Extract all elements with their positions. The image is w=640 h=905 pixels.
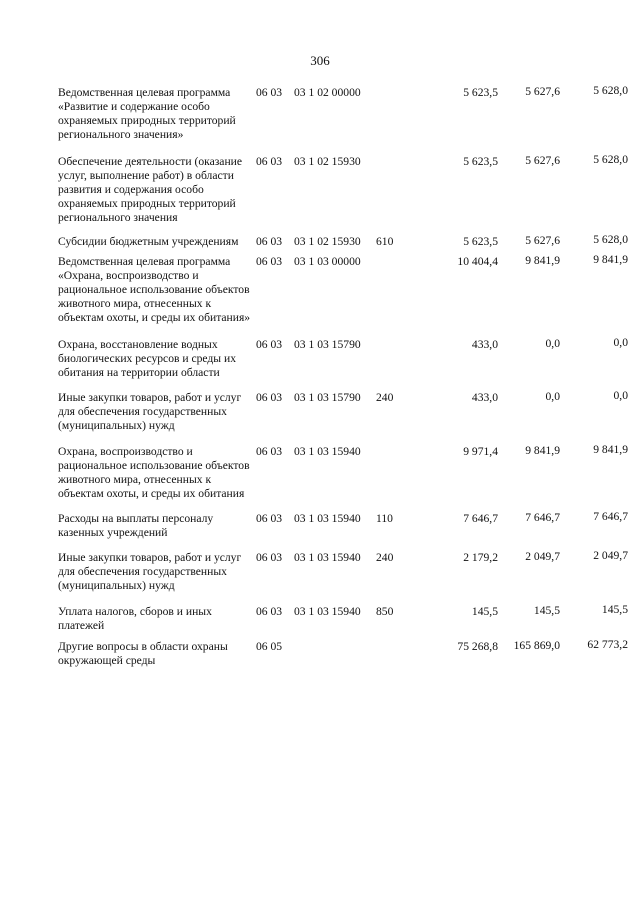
row-value-1: 10 404,4	[457, 255, 498, 268]
row-code: 03 1 03 15940	[294, 512, 361, 525]
row-value-1: 9 971,4	[463, 445, 498, 458]
row-section: 06 03	[256, 445, 283, 458]
row-value-2: 9 841,9	[525, 444, 560, 457]
row-code: 03 1 03 15790	[294, 391, 361, 404]
table-row	[58, 255, 628, 325]
row-value-2: 0,0	[545, 337, 560, 350]
row-section: 06 05	[256, 640, 283, 653]
row-code: 03 1 02 00000	[294, 86, 361, 99]
row-value-2: 5 627,6	[525, 85, 560, 98]
row-value-3: 0,0	[613, 389, 628, 402]
row-name: Охрана, воспроизводство и рациональное использование объектов животного мира, отнесенных к объектам охоты, и среды их обитания	[58, 445, 250, 500]
row-section: 06 03	[256, 338, 283, 351]
row-name: Расходы на выплаты персоналу казенных учреждений	[58, 512, 214, 539]
row-section: 06 03	[256, 155, 283, 168]
row-section: 06 03	[256, 86, 283, 99]
row-section: 06 03	[256, 551, 283, 564]
row-section: 06 03	[256, 605, 283, 618]
row-code: 03 1 03 15790	[294, 338, 361, 351]
row-section: 06 03	[256, 512, 283, 525]
table-row	[58, 86, 628, 142]
row-value-3: 5 628,0	[593, 84, 628, 97]
row-value-2: 2 049,7	[525, 550, 560, 563]
table-row	[58, 391, 628, 433]
row-value-3: 9 841,9	[593, 253, 628, 266]
page-number: 306	[310, 53, 330, 68]
row-value-1: 75 268,8	[457, 640, 498, 653]
row-value-3: 7 646,7	[593, 510, 628, 523]
row-code: 03 1 03 15940	[294, 551, 361, 564]
row-name: Обеспечение деятельности (оказание услуг, выполнение работ) в области развития и содержания особо охраняемых природных территорий регионального значения	[58, 155, 242, 224]
row-type: 110	[376, 512, 393, 525]
row-name: Уплата налогов, сборов и иных платежей	[58, 605, 212, 632]
row-value-1: 5 623,5	[463, 155, 498, 168]
row-type: 850	[376, 605, 394, 618]
row-code: 03 1 02 15930	[294, 235, 361, 248]
row-name: Ведомственная целевая программа «Охрана, воспроизводство и рациональное использование объектов животного мира, отнесенных к объектам охоты, и среды их обитания»	[58, 255, 251, 324]
table-row	[58, 155, 628, 225]
row-section: 06 03	[256, 235, 283, 248]
row-value-1: 433,0	[471, 338, 498, 351]
table-row	[58, 605, 628, 633]
row-value-1: 7 646,7	[463, 512, 498, 525]
row-name: Иные закупки товаров, работ и услуг для обеспечения государственных (муниципальных) нужд	[58, 391, 242, 432]
table-row	[58, 445, 628, 501]
row-value-2: 7 646,7	[525, 511, 560, 524]
row-name: Ведомственная целевая программа «Развитие и содержание особо охраняемых природных территорий регионального значения»	[58, 86, 236, 141]
row-value-1: 433,0	[471, 391, 498, 404]
row-value-2: 145,5	[533, 604, 560, 617]
row-type: 610	[376, 235, 394, 248]
row-value-3: 9 841,9	[593, 443, 628, 456]
row-value-1: 145,5	[471, 605, 498, 618]
table-row	[58, 338, 628, 380]
row-section: 06 03	[256, 255, 283, 268]
row-name: Охрана, восстановление водных биологических ресурсов и среды их обитания на территории области	[58, 338, 236, 379]
row-value-3: 5 628,0	[593, 233, 628, 246]
row-code: 03 1 03 15940	[294, 605, 361, 618]
table-row	[58, 640, 628, 668]
row-value-3: 2 049,7	[593, 549, 628, 562]
row-type: 240	[376, 391, 394, 404]
row-value-3: 145,5	[601, 603, 628, 616]
row-value-2: 9 841,9	[525, 254, 560, 267]
row-value-2: 0,0	[545, 390, 560, 403]
row-value-3: 0,0	[613, 336, 628, 349]
row-code: 03 1 03 00000	[294, 255, 361, 268]
table-row	[58, 235, 628, 249]
row-name: Субсидии бюджетным учреждениям	[58, 235, 239, 248]
row-name: Иные закупки товаров, работ и услуг для обеспечения государственных (муниципальных) нужд	[58, 551, 242, 592]
row-value-1: 5 623,5	[463, 235, 498, 248]
row-value-2: 165 869,0	[513, 639, 560, 652]
row-name: Другие вопросы в области охраны окружающей среды	[58, 640, 228, 667]
row-value-1: 2 179,2	[463, 551, 498, 564]
row-code: 03 1 03 15940	[294, 445, 361, 458]
row-value-1: 5 623,5	[463, 86, 498, 99]
row-value-2: 5 627,6	[525, 234, 560, 247]
row-type: 240	[376, 551, 394, 564]
budget-table	[58, 86, 628, 668]
row-value-2: 5 627,6	[525, 154, 560, 167]
table-row	[58, 512, 628, 540]
row-value-3: 62 773,2	[587, 638, 628, 651]
row-code: 03 1 02 15930	[294, 155, 361, 168]
table-row	[58, 551, 628, 593]
row-section: 06 03	[256, 391, 283, 404]
row-value-3: 5 628,0	[593, 153, 628, 166]
